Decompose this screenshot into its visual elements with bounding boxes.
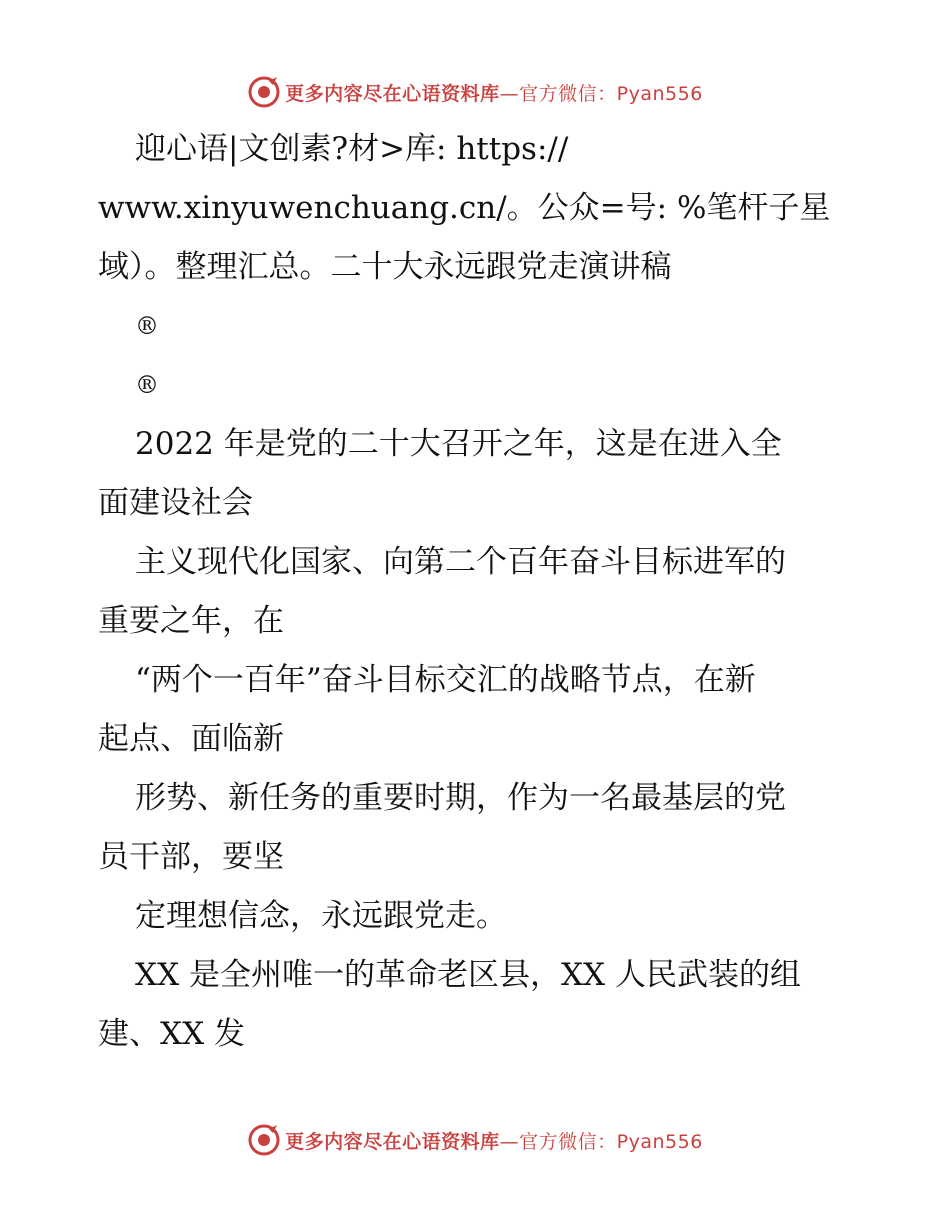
text-line: www.xinyuwenchuang.cn/。公众=号: %笔杆子星 <box>98 190 831 226</box>
text-line: 定理想信念，永远跟党走。 <box>135 898 507 934</box>
banner-text <box>285 1127 703 1154</box>
banner-suffix-text: 官方微信：Pyan556 <box>519 1130 703 1153</box>
banner-main-text: 更多内容尽在心语资料库 <box>285 1130 500 1153</box>
text-line: XX 是全州唯一的革命老区县，XX 人民武装的组 <box>135 957 801 993</box>
text-line: “两个一百年”奋斗目标交汇的战略节点，在新 <box>135 662 756 698</box>
text-line: 迎心语|文创素?材>库: https:// <box>135 131 569 167</box>
text-line: 域）。整理汇总。二十大永远跟党走演讲稿 <box>98 249 672 285</box>
header-banner <box>0 72 950 112</box>
text-line: 员干部，要坚 <box>98 839 284 875</box>
banner-dash: — <box>499 1130 520 1153</box>
text-line: 建、XX 发 <box>98 1016 245 1052</box>
banner-main-text: 更多内容尽在心语资料库 <box>285 82 500 105</box>
text-line: 起点、面临新 <box>98 721 284 757</box>
pen-circle-logo-icon <box>247 75 281 109</box>
text-line: 重要之年，在 <box>98 603 284 639</box>
banner-text <box>285 79 703 106</box>
banner-suffix-text: 官方微信：Pyan556 <box>519 82 703 105</box>
text-line: 2022 年是党的二十大召开之年，这是在进入全 <box>135 426 782 462</box>
text-line: 形势、新任务的重要时期，作为一名最基层的党 <box>135 780 786 816</box>
banner-dash: — <box>499 82 520 105</box>
text-line: 面建设社会 <box>98 485 253 521</box>
text-line: 主义现代化国家、向第二个百年奋斗目标进军的 <box>135 544 786 580</box>
registered-symbol: ® <box>135 312 159 340</box>
document-body <box>98 120 858 1064</box>
pen-circle-logo-icon <box>247 1123 281 1157</box>
registered-symbol: ® <box>135 371 159 399</box>
footer-banner <box>0 1120 950 1160</box>
